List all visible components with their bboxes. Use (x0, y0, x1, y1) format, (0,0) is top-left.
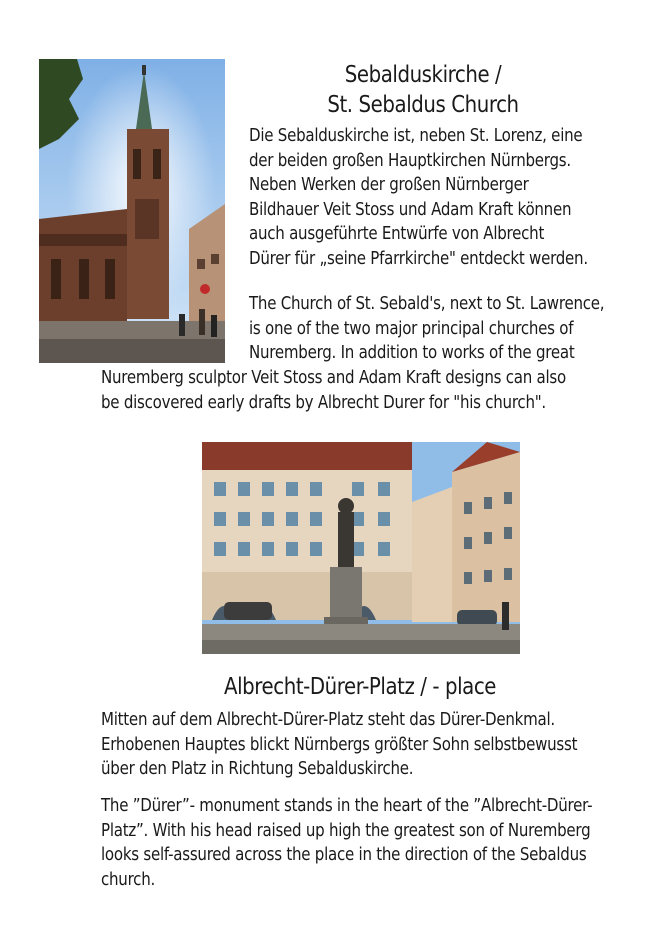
church-title-line-1: Sebalduskirche / (344, 62, 502, 88)
durer-title: Albrecht-Dürer-Platz / - place (223, 674, 497, 700)
text-line: über den Platz in Richtung Sebalduskirche. (101, 759, 414, 780)
church-title-line-2: St. Sebaldus Church (327, 92, 519, 118)
text-line: der beiden großen Hauptkirchen Nürnbergs. (249, 150, 571, 171)
durer-text-english (101, 794, 592, 892)
text-line: Nuremberg. In addition to works of the great (249, 343, 575, 364)
church-text-english-narrow (249, 292, 604, 366)
text-line: Nuremberg sculptor Veit Stoss and Adam Kraft designs can also (101, 368, 566, 388)
text-line: is one of the two major principal churches of (249, 318, 574, 339)
text-line: be discovered early drafts by Albrecht Durer for "his church". (101, 392, 546, 413)
text-line: Erhobenen Hauptes blickt Nürnbergs größter Sohn selbstbewusst (101, 734, 578, 755)
text-line: Die Sebalduskirche ist, neben St. Lorenz, eine (249, 126, 583, 146)
durer-text-german (101, 708, 577, 782)
church-title (260, 60, 587, 120)
text-line: The Church of St. Sebald's, next to St. Lawrence, (249, 294, 605, 314)
text-line: Platz”. With his head raised up high the greatest son of Nuremberg (101, 820, 591, 841)
text-line: Neben Werken der großen Nürnberger (249, 175, 529, 196)
church-text-english-wide (101, 366, 566, 415)
text-line: looks self-assured across the place in the direction of the Sebaldus (101, 845, 587, 866)
church-text-german (249, 124, 588, 272)
text-line: auch ausgeführte Entwürfe von Albrecht (249, 224, 545, 245)
text-line: Dürer für „seine Pfarrkirche" entdeckt werden. (249, 248, 588, 269)
text-line: Mitten auf dem Albrecht-Dürer-Platz steht das Dürer-Denkmal. (101, 710, 555, 730)
text-line: church. (101, 869, 156, 890)
text-line: The ”Dürer”- monument stands in the heart of the ”Albrecht-Dürer- (101, 796, 593, 816)
church-photo (39, 59, 225, 363)
durer-square-photo (202, 442, 520, 654)
text-line: Bildhauer Veit Stoss und Adam Kraft können (249, 199, 572, 220)
